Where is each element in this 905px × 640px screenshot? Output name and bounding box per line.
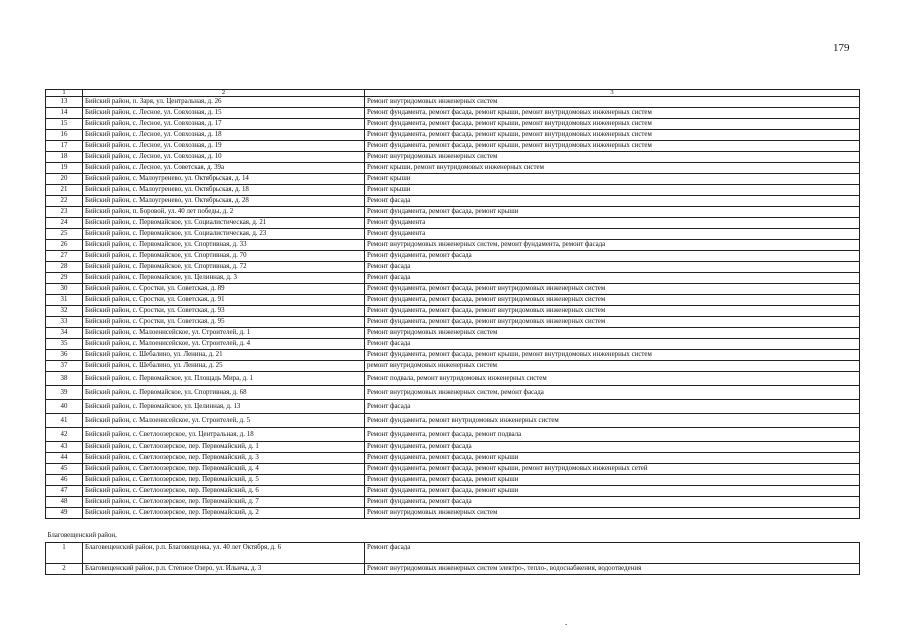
work-cell: Ремонт фундамента, ремонт фасада, ремонт внутридомовых инженерных систем bbox=[365, 295, 860, 306]
row-number: 2 bbox=[46, 564, 83, 575]
column-number: 3 bbox=[365, 90, 860, 97]
row-number: 20 bbox=[46, 174, 83, 185]
row-number: 29 bbox=[46, 273, 83, 284]
table-row bbox=[46, 400, 860, 414]
work-cell: Ремонт подвала, ремонт внутридомовых инженерных систем bbox=[365, 372, 860, 386]
row-number: 43 bbox=[46, 442, 83, 453]
table-row bbox=[46, 350, 860, 361]
address-cell: Бийский район, с. Светлоозерское, пер. Первомайский, д. 7 bbox=[83, 497, 365, 508]
work-cell: Ремонт фундамента, ремонт фасада bbox=[365, 442, 860, 453]
address-cell: Бийский район, п. Заря, ул. Центральная, д. 26 bbox=[83, 97, 365, 108]
row-number: 40 bbox=[46, 400, 83, 414]
table-row bbox=[46, 207, 860, 218]
table-row bbox=[46, 295, 860, 306]
row-number: 46 bbox=[46, 475, 83, 486]
page-number: 179 bbox=[833, 42, 850, 54]
row-number: 23 bbox=[46, 207, 83, 218]
row-number: 13 bbox=[46, 97, 83, 108]
work-cell: Ремонт фасада bbox=[365, 400, 860, 414]
work-cell: Ремонт крыши bbox=[365, 185, 860, 196]
work-cell: Ремонт фундамента bbox=[365, 229, 860, 240]
table-row bbox=[46, 119, 860, 130]
work-cell: Ремонт крыши bbox=[365, 174, 860, 185]
address-cell: Бийский район, с. Первомайское, ул. Целинная, д. 3 bbox=[83, 273, 365, 284]
footer-mark: . bbox=[565, 617, 568, 627]
table-row bbox=[46, 508, 860, 519]
work-cell: Ремонт фундамента, ремонт фасада, ремонт крыши bbox=[365, 486, 860, 497]
table-row bbox=[46, 196, 860, 207]
work-cell: Ремонт фасада bbox=[365, 543, 860, 564]
table-row bbox=[46, 464, 860, 475]
table-row bbox=[46, 428, 860, 442]
work-cell: Ремонт фундамента, ремонт фасада, ремонт крыши, ремонт внутридомовых инженерных систем bbox=[365, 130, 860, 141]
work-cell: Ремонт внутридомовых инженерных систем, ремонт фасада bbox=[365, 386, 860, 400]
table-row bbox=[46, 564, 860, 575]
address-cell: Бийский район, с. Малоугренево, ул. Октябрьская, д. 28 bbox=[83, 196, 365, 207]
row-number: 35 bbox=[46, 339, 83, 350]
row-number: 44 bbox=[46, 453, 83, 464]
address-cell: Благовещенский район, р.п. Благовещенка, ул. 40 лет Октября, д. 6 bbox=[83, 543, 365, 564]
row-number: 28 bbox=[46, 262, 83, 273]
address-cell: Бийский район, с. Светлоозерское, пер. Первомайский, д. 3 bbox=[83, 453, 365, 464]
table-row bbox=[46, 229, 860, 240]
region-heading-row bbox=[46, 519, 860, 543]
table-row bbox=[46, 152, 860, 163]
row-number: 34 bbox=[46, 328, 83, 339]
row-number: 41 bbox=[46, 414, 83, 428]
row-number: 36 bbox=[46, 350, 83, 361]
table-row bbox=[46, 453, 860, 464]
table-row bbox=[46, 185, 860, 196]
work-cell: Ремонт внутридомовых инженерных систем bbox=[365, 508, 860, 519]
work-cell: ремонт внутридомовых инженерных систем bbox=[365, 361, 860, 372]
row-number: 17 bbox=[46, 141, 83, 152]
address-cell: Бийский район, с. Лесное, ул. Совхозная, д. 10 bbox=[83, 152, 365, 163]
table-body bbox=[46, 90, 860, 575]
row-number: 32 bbox=[46, 306, 83, 317]
address-cell: Бийский район, с. Сростки, ул. Советская, д. 93 bbox=[83, 306, 365, 317]
address-cell: Бийский район, с. Сростки, ул. Советская, д. 89 bbox=[83, 284, 365, 295]
row-number: 30 bbox=[46, 284, 83, 295]
work-cell: Ремонт внутридомовых инженерных систем bbox=[365, 152, 860, 163]
address-cell: Бийский район, с. Первомайское, ул. Спортивная, д. 70 bbox=[83, 251, 365, 262]
address-cell: Бийский район, с. Лесное, ул. Советская, д. 39а bbox=[83, 163, 365, 174]
table-row bbox=[46, 284, 860, 295]
address-cell: Бийский район, с. Светлоозерское, пер. Первомайский, д. 5 bbox=[83, 475, 365, 486]
row-number: 19 bbox=[46, 163, 83, 174]
row-number: 21 bbox=[46, 185, 83, 196]
work-cell: Ремонт фундамента, ремонт фасада, ремонт крыши bbox=[365, 453, 860, 464]
address-cell: Бийский район, с. Малоугренево, ул. Октябрьская, д. 18 bbox=[83, 185, 365, 196]
table-row bbox=[46, 361, 860, 372]
table-row bbox=[46, 130, 860, 141]
row-number: 33 bbox=[46, 317, 83, 328]
address-cell: Бийский район, с. Первомайское, ул. Площадь Мира, д. 1 bbox=[83, 372, 365, 386]
table-row bbox=[46, 262, 860, 273]
address-cell: Бийский район, с. Светлоозерское, ул. Центральная, д. 18 bbox=[83, 428, 365, 442]
address-cell: Бийский район, с. Светлоозерское, пер. Первомайский, д. 4 bbox=[83, 464, 365, 475]
address-cell: Бийский район, с. Первомайское, ул. Целинная, д. 13 bbox=[83, 400, 365, 414]
work-cell: Ремонт фасада bbox=[365, 339, 860, 350]
work-cell: Ремонт фасада bbox=[365, 262, 860, 273]
row-number: 26 bbox=[46, 240, 83, 251]
table-row bbox=[46, 543, 860, 564]
row-number: 48 bbox=[46, 497, 83, 508]
row-number: 49 bbox=[46, 508, 83, 519]
row-number: 24 bbox=[46, 218, 83, 229]
work-cell: Ремонт внутридомовых инженерных систем, ремонт фундамента, ремонт фасада bbox=[365, 240, 860, 251]
row-number: 1 bbox=[46, 543, 83, 564]
row-number: 27 bbox=[46, 251, 83, 262]
work-cell: Ремонт фундамента, ремонт фасада bbox=[365, 497, 860, 508]
work-cell: Ремонт фасада bbox=[365, 196, 860, 207]
table-row bbox=[46, 442, 860, 453]
address-cell: Бийский район, с. Первомайское, ул. Социалистическая, д. 23 bbox=[83, 229, 365, 240]
table-row bbox=[46, 141, 860, 152]
address-cell: Бийский район, с. Малоугренево, ул. Октябрьская, д. 14 bbox=[83, 174, 365, 185]
table-row bbox=[46, 240, 860, 251]
table-row bbox=[46, 163, 860, 174]
work-cell: Ремонт фундамента, ремонт фасада, ремонт крыши, ремонт внутридомовых инженерных систем bbox=[365, 108, 860, 119]
address-cell: Бийский район, с. Лесное, ул. Совхозная, д. 17 bbox=[83, 119, 365, 130]
work-cell: Ремонт фундамента, ремонт фасада, ремонт крыши bbox=[365, 207, 860, 218]
column-number: 1 bbox=[46, 90, 83, 97]
row-number: 22 bbox=[46, 196, 83, 207]
address-cell: Бийский район, с. Первомайское, ул. Социалистическая, д. 21 bbox=[83, 218, 365, 229]
address-cell: Бийский район, с. Лесное, ул. Совхозная, д. 18 bbox=[83, 130, 365, 141]
work-cell: Ремонт фундамента, ремонт фасада, ремонт крыши, ремонт внутридомовых инженерных сетей bbox=[365, 464, 860, 475]
work-cell: Ремонт крыши, ремонт внутридомовых инженерных систем bbox=[365, 163, 860, 174]
row-number: 37 bbox=[46, 361, 83, 372]
address-cell: Бийский район, с. Малоенисейское, ул. Строителей, д. 4 bbox=[83, 339, 365, 350]
work-cell: Ремонт фундамента, ремонт фасада, ремонт крыши, ремонт внутридомовых инженерных систем bbox=[365, 350, 860, 361]
row-number: 47 bbox=[46, 486, 83, 497]
row-number: 14 bbox=[46, 108, 83, 119]
row-number: 45 bbox=[46, 464, 83, 475]
work-cell: Ремонт фундамента, ремонт внутридомовых инженерных систем bbox=[365, 414, 860, 428]
address-cell: Бийский район, п. Боровой, ул. 40 лет победы, д. 2 bbox=[83, 207, 365, 218]
table-row bbox=[46, 251, 860, 262]
address-cell: Бийский район, с. Светлоозерское, пер. Первомайский, д. 1 bbox=[83, 442, 365, 453]
work-cell: Ремонт фундамента, ремонт фасада, ремонт подвала bbox=[365, 428, 860, 442]
work-cell: Ремонт фасада bbox=[365, 273, 860, 284]
address-cell: Бийский район, с. Первомайское, ул. Спортивная, д. 72 bbox=[83, 262, 365, 273]
table-row bbox=[46, 108, 860, 119]
table-row bbox=[46, 328, 860, 339]
table-row bbox=[46, 317, 860, 328]
work-cell: Ремонт фундамента, ремонт фасада, ремонт внутридомовых инженерных систем bbox=[365, 284, 860, 295]
address-cell: Бийский район, с. Первомайское, ул. Спортивная, д. 33 bbox=[83, 240, 365, 251]
row-number: 25 bbox=[46, 229, 83, 240]
address-cell: Бийский район, с. Светлоозерское, пер. Первомайский, д. 2 bbox=[83, 508, 365, 519]
table-row bbox=[46, 218, 860, 229]
work-cell: Ремонт фундамента, ремонт фасада, ремонт внутридомовых инженерных систем bbox=[365, 306, 860, 317]
table-row bbox=[46, 486, 860, 497]
address-cell: Бийский район, с. Лесное, ул. Совхозная, д. 19 bbox=[83, 141, 365, 152]
table-row bbox=[46, 497, 860, 508]
table-row bbox=[46, 306, 860, 317]
repair-register-table bbox=[45, 89, 860, 575]
row-number: 31 bbox=[46, 295, 83, 306]
address-cell: Бийский район, с. Первомайское, ул. Спортивная, д. 68 bbox=[83, 386, 365, 400]
table-row bbox=[46, 372, 860, 386]
work-cell: Ремонт фундамента, ремонт фасада bbox=[365, 251, 860, 262]
region-heading: Благовещенский район, bbox=[46, 519, 860, 543]
work-cell: Ремонт фундамента, ремонт фасада, ремонт внутридомовых инженерных систем bbox=[365, 317, 860, 328]
row-number: 38 bbox=[46, 372, 83, 386]
work-cell: Ремонт внутридомовых инженерных систем bbox=[365, 97, 860, 108]
work-cell: Ремонт фундамента, ремонт фасада, ремонт крыши bbox=[365, 475, 860, 486]
table-row bbox=[46, 174, 860, 185]
table-row bbox=[46, 414, 860, 428]
address-cell: Бийский район, с. Малоенисейское, ул. Строителей, д. 1 bbox=[83, 328, 365, 339]
row-number: 18 bbox=[46, 152, 83, 163]
row-number: 42 bbox=[46, 428, 83, 442]
work-cell: Ремонт фундамента, ремонт фасада, ремонт крыши, ремонт внутридомовых инженерных систем bbox=[365, 141, 860, 152]
row-number: 39 bbox=[46, 386, 83, 400]
address-cell: Бийский район, с. Сростки, ул. Советская, д. 95 bbox=[83, 317, 365, 328]
column-number: 2 bbox=[83, 90, 365, 97]
work-cell: Ремонт фундамента bbox=[365, 218, 860, 229]
address-cell: Бийский район, с. Шебалино, ул. Ленина, д. 25 bbox=[83, 361, 365, 372]
row-number: 16 bbox=[46, 130, 83, 141]
table-row bbox=[46, 386, 860, 400]
work-cell: Ремонт внутридомовых инженерных систем bbox=[365, 328, 860, 339]
address-cell: Бийский район, с. Сростки, ул. Советская, д. 91 bbox=[83, 295, 365, 306]
address-cell: Бийский район, с. Светлоозерское, пер. Первомайский, д. 6 bbox=[83, 486, 365, 497]
work-cell: Ремонт фундамента, ремонт фасада, ремонт крыши, ремонт внутридомовых инженерных систем bbox=[365, 119, 860, 130]
table-row bbox=[46, 273, 860, 284]
table-row bbox=[46, 475, 860, 486]
address-cell: Бийский район, с. Шебалино, ул. Ленина, д. 21 bbox=[83, 350, 365, 361]
address-cell: Благовещенский район, р.п. Степное Озеро, ул. Ильича, д. 3 bbox=[83, 564, 365, 575]
address-cell: Бийский район, с. Малоенисейское, ул. Строителей, д. 5 bbox=[83, 414, 365, 428]
column-number-row bbox=[46, 90, 860, 97]
row-number: 15 bbox=[46, 119, 83, 130]
table-row bbox=[46, 339, 860, 350]
work-cell: Ремонт внутридомовых инженерных систем электро-, тепло-, водоснабжения, водоотведения bbox=[365, 564, 860, 575]
table-row bbox=[46, 97, 860, 108]
address-cell: Бийский район, с. Лесное, ул. Совхозная, д. 15 bbox=[83, 108, 365, 119]
